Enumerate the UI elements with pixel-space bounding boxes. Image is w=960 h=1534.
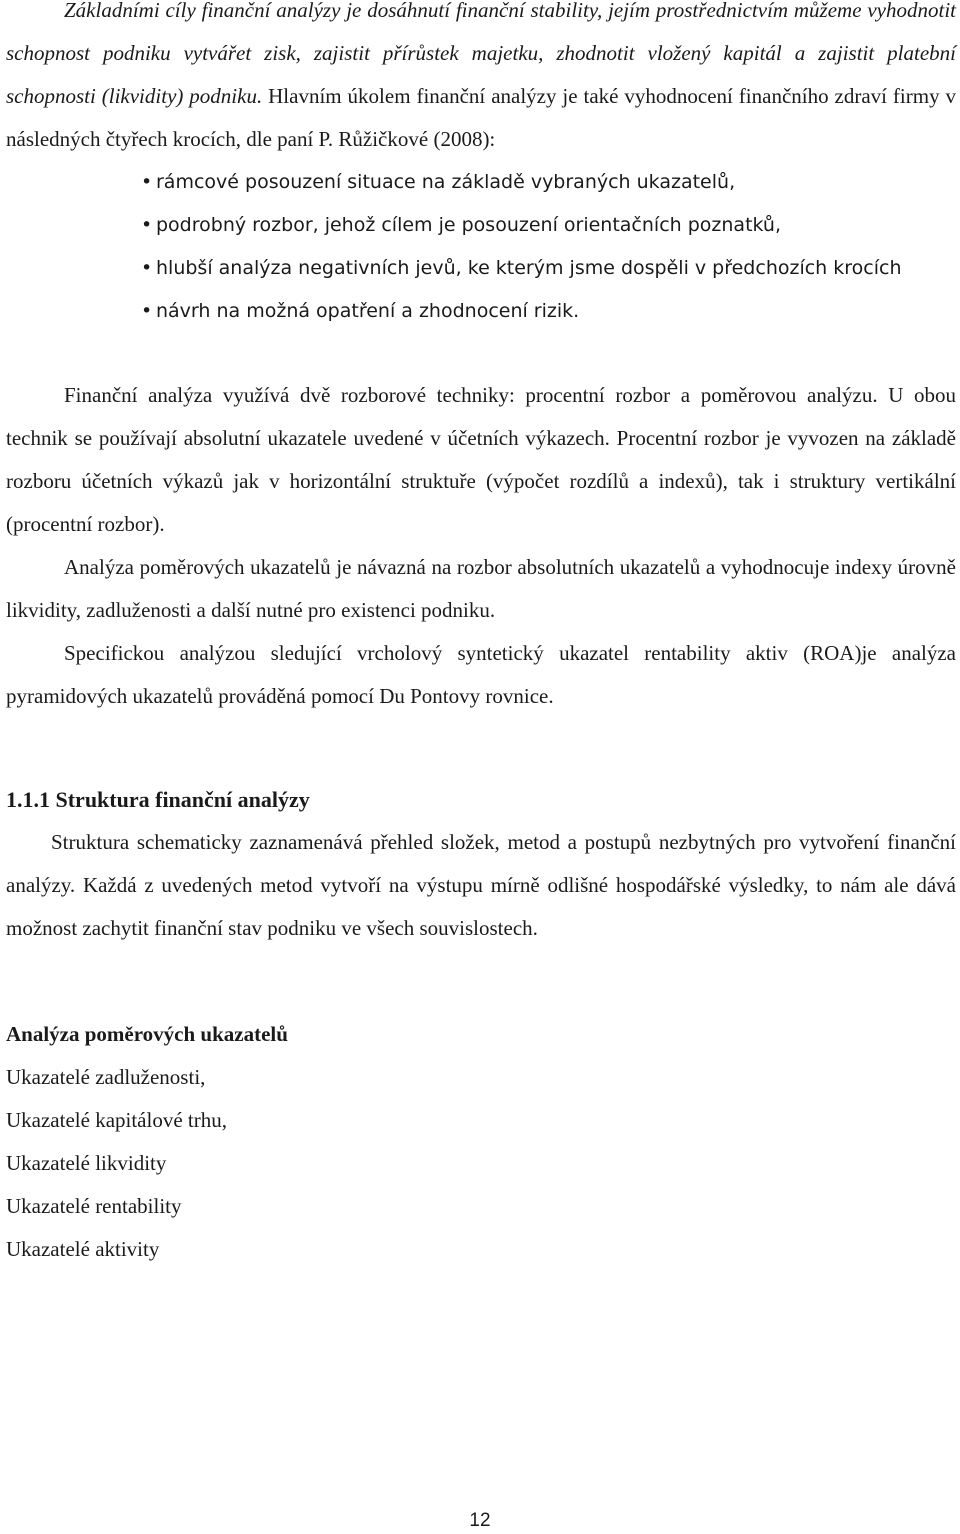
list-item-text: rámcové posouzení situace na základě vybraných ukazatelů, xyxy=(156,171,736,193)
bullet-icon: • xyxy=(141,257,153,279)
intro-paragraph xyxy=(6,0,956,161)
structure-paragraph: Struktura schematicky zaznamenává přehled složek, metod a postupů nezbytných pro vytvoření finanční analýzy. Každá z uvedených metod vytvoří na výstupu mírně odlišné hospodářské výsledky, to nám ale dává možnost zachytit finanční stav podniku ve všech souvislostech. xyxy=(6,830,956,940)
indicator-item: Ukazatelé rentability xyxy=(6,1194,182,1218)
bullet-icon: • xyxy=(141,300,153,322)
list-item xyxy=(141,161,956,204)
ratio-indicators-section xyxy=(6,1013,956,1271)
list-item xyxy=(141,290,956,333)
steps-list xyxy=(6,161,956,333)
ratio-analysis-paragraph: Analýza poměrových ukazatelů je návazná na rozbor absolutních ukazatelů a vyhodnocuje indexy úrovně likvidity, zadluženosti a další nutné pro existenci podniku. xyxy=(6,555,956,622)
techniques-paragraph: Finanční analýza využívá dvě rozborové techniky: procentní rozbor a poměrovou analýzu. U obou technik se používají absolutní ukazatele uvedené v účetních výkazech. Procentní rozbor je vyvozen na základě rozboru účetních výkazů jak v horizontální struktuře (výpočet rozdílů a indexů), tak i struktury vertikální (procentní rozbor). xyxy=(6,383,956,536)
roa-paragraph: Specifickou analýzou sledující vrcholový syntetický ukazatel rentability aktiv (ROA)je analýza pyramidových ukazatelů prováděná pomocí Du Pontovy rovnice. xyxy=(6,641,956,708)
list-item xyxy=(141,204,956,247)
list-item-text: hlubší analýza negativních jevů, ke kterým jsme dospěli v předchozích krocích xyxy=(156,257,902,279)
list-item xyxy=(141,247,956,290)
indicator-item: Ukazatelé kapitálové trhu, xyxy=(6,1108,227,1132)
page-number: 12 xyxy=(469,1510,491,1531)
list-item-text: podrobný rozbor, jehož cílem je posouzení orientačních poznatků, xyxy=(156,214,782,236)
document-page xyxy=(6,0,956,1271)
intro-rest-text: Hlavním úkolem finanční analýzy je také vyhodnocení finančního zdraví firmy v následných čtyřech krocích, dle paní P. Růžičkové (2008): xyxy=(6,84,956,151)
section-heading: 1.1.1 Struktura finanční analýzy xyxy=(6,787,310,812)
indicator-item: Ukazatelé likvidity xyxy=(6,1151,167,1175)
ratio-indicators-title: Analýza poměrových ukazatelů xyxy=(6,1022,288,1046)
list-item-text: návrh na možná opatření a zhodnocení rizik. xyxy=(156,300,580,322)
bullet-icon: • xyxy=(141,171,153,193)
bullet-icon: • xyxy=(141,214,153,236)
indicator-item: Ukazatelé aktivity xyxy=(6,1237,160,1261)
indicator-item: Ukazatelé zadluženosti, xyxy=(6,1065,206,1089)
intro-lead-text: Základními cíly finanční analýzy je dosáhnutí finanční stability, jejím prostřednictvím můžeme vyhodnotit schopnost podniku vytvářet zisk, zajistit přírůstek majetku, zhodnotit vložený kapitál a zajistit platební schopnosti (likvidity) podniku. xyxy=(6,0,956,108)
